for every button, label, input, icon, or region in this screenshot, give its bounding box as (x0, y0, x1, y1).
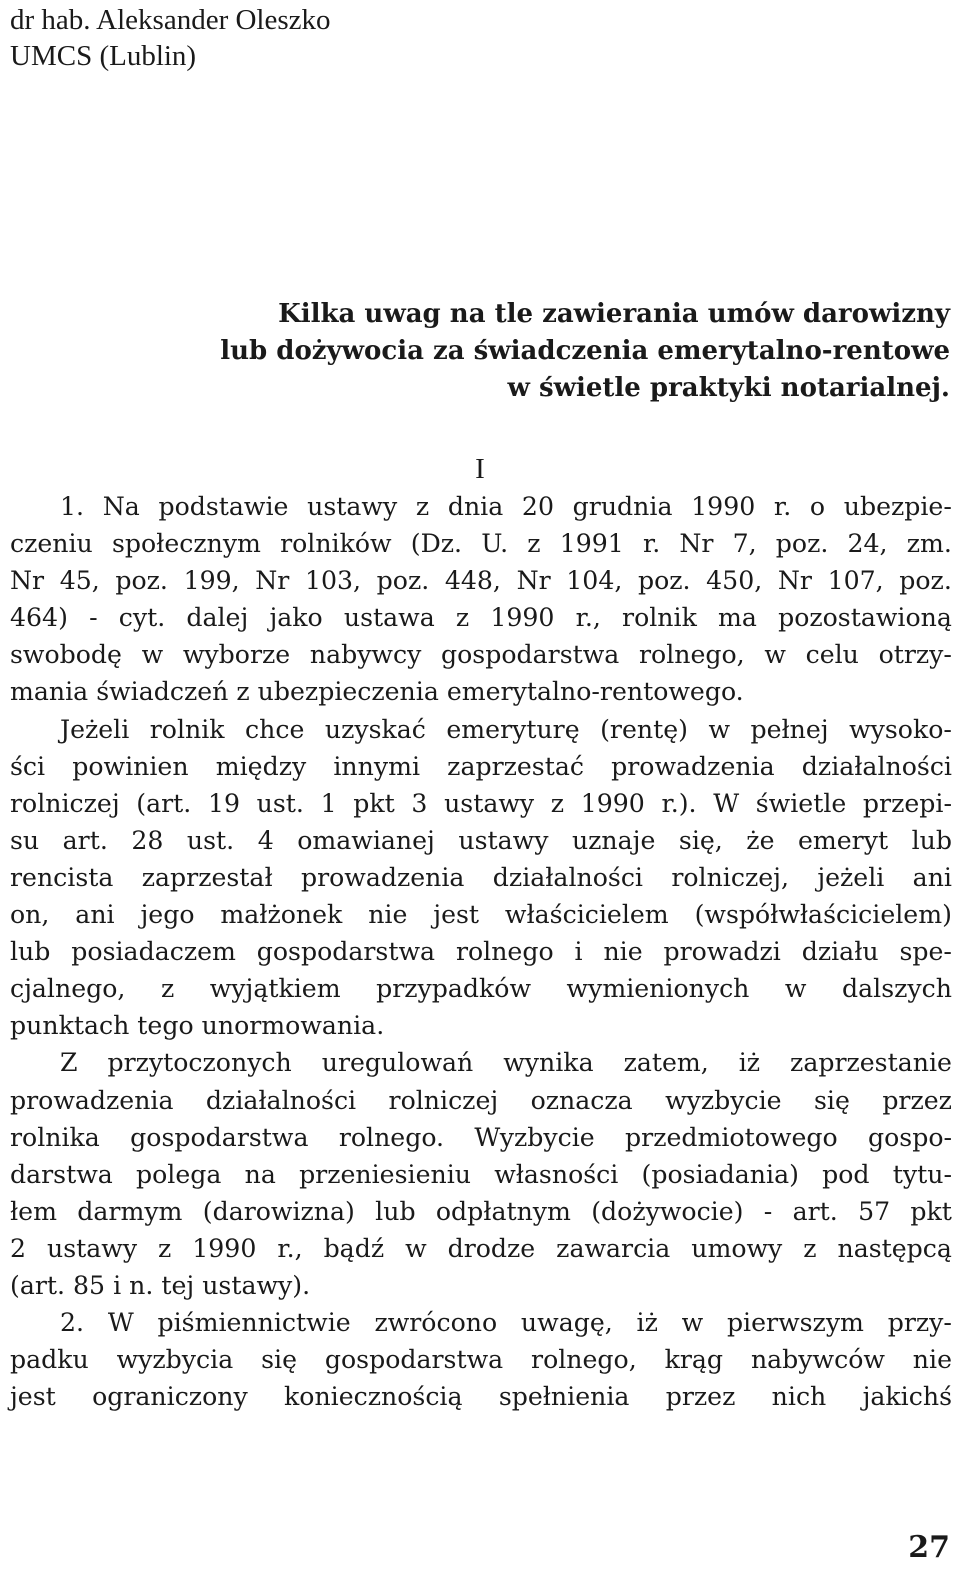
author-affiliation: UMCS (Lublin) (10, 40, 197, 72)
body-line: rolnika gospodarstwa rolnego. Wyzbycie przedmiotowego gospo- (10, 1122, 952, 1152)
body-line: prowadzenia działalności rolniczej oznacza wyzbycie się przez (10, 1085, 952, 1115)
body-line: Jeżeli rolnik chce uzyskać emeryturę (rentę) w pełnej wysoko- (60, 714, 952, 744)
title-line-2: lub dożywocia za świadczenia emerytalno-rentowe (220, 336, 950, 366)
body-line: czeniu społecznym rolników (Dz. U. z 1991 r. Nr 7, poz. 24, zm. (10, 529, 952, 559)
body-line: 2. W piśmiennictwie zwrócono uwagę, iż w pierwszym przy- (60, 1308, 952, 1338)
body-line: ści powinien między innymi zaprzestać prowadzenia działalności (10, 751, 952, 781)
page-number: 27 (908, 1530, 950, 1565)
body-line: rolniczej (art. 19 ust. 1 pkt 3 ustawy z 1990 r.). W świetle przepi- (10, 788, 952, 818)
body-line: lub posiadaczem gospodarstwa rolnego i nie prowadzi działu spe- (10, 937, 952, 967)
body-line: cjalnego, z wyjątkiem przypadków wymienionych w dalszych (10, 974, 952, 1004)
author-block (10, 2, 331, 74)
body-line: 464) - cyt. dalej jako ustawa z 1990 r., rolnik ma pozostawioną (10, 603, 952, 633)
body-line: łem darmym (darowizna) lub odpłatnym (dożywocie) - art. 57 pkt (10, 1196, 952, 1226)
author-name: dr hab. Aleksander Oleszko (10, 4, 331, 36)
title-line-3: w świetle praktyki notarialnej. (507, 373, 950, 403)
body-text (10, 488, 952, 1415)
body-line: rencista zaprzestał prowadzenia działalności rolniczej, jeżeli ani (10, 862, 952, 892)
body-line: mania świadczeń z ubezpieczenia emerytalno-rentowego. (10, 677, 744, 707)
body-line: padku wyzbycia się gospodarstwa rolnego, krąg nabywców nie (10, 1345, 952, 1375)
body-line: darstwa polega na przeniesieniu własności (posiadania) pod tytu- (10, 1159, 952, 1189)
body-line: 2 ustawy z 1990 r., bądź w drodze zawarcia umowy z następcą (10, 1233, 952, 1263)
body-line: 1. Na podstawie ustawy z dnia 20 grudnia 1990 r. o ubezpie- (60, 492, 952, 521)
article-title (20, 296, 950, 407)
body-line: jest ograniczony koniecznością spełnienia przez nich jakichś (10, 1382, 952, 1412)
title-line-1: Kilka uwag na tle zawierania umów darowizny (278, 299, 950, 329)
body-line: (art. 85 i n. tej ustawy). (10, 1270, 311, 1300)
body-line: on, ani jego małżonek nie jest właścicielem (współwłaścicielem) (10, 900, 952, 930)
section-number: I (475, 453, 485, 485)
body-line: swobodę w wyborze nabywcy gospodarstwa rolnego, w celu otrzy- (10, 640, 952, 670)
body-line: su art. 28 ust. 4 omawianej ustawy uznaje się, że emeryt lub (10, 825, 952, 855)
body-line: Z przytoczonych uregulowań wynika zatem, iż zaprzestanie (60, 1048, 952, 1078)
body-line: punktach tego unormowania. (10, 1011, 385, 1041)
body-line: Nr 45, poz. 199, Nr 103, poz. 448, Nr 104, poz. 450, Nr 107, poz. (10, 566, 952, 596)
